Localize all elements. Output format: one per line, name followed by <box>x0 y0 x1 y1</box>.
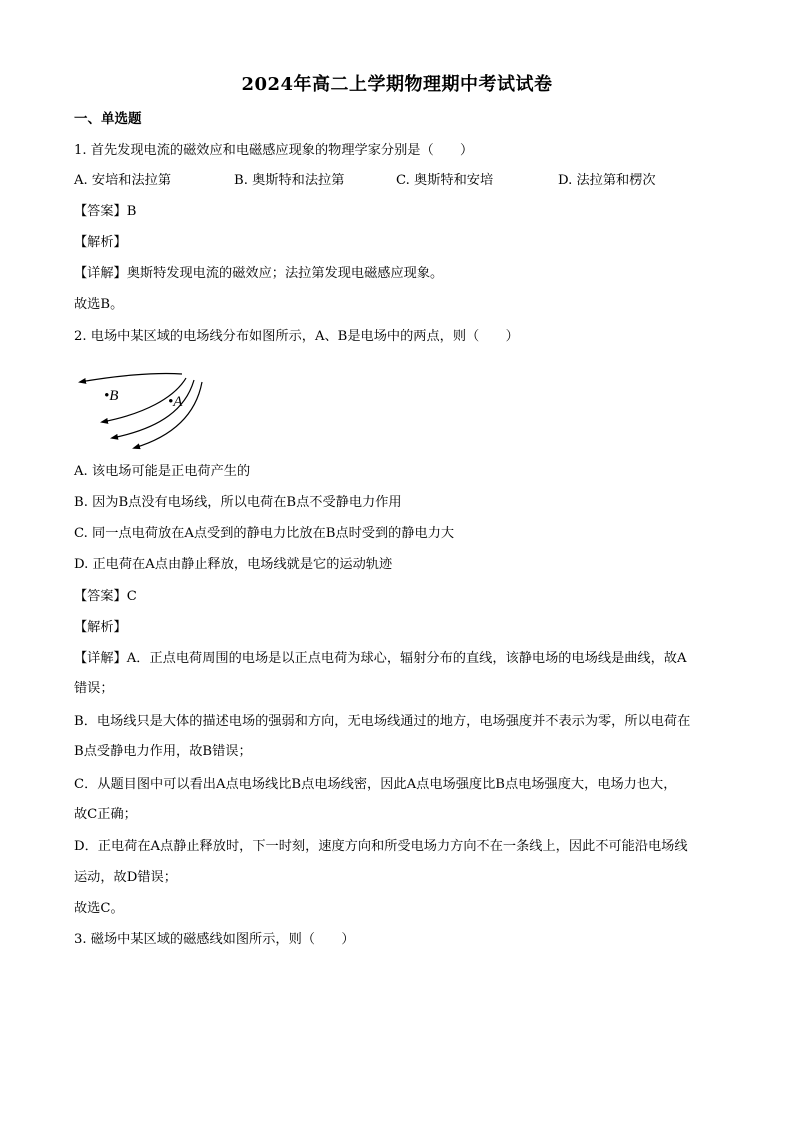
q2-conclusion: 故选C。 <box>74 901 124 916</box>
q1-option-b: B. 奥斯特和法拉第 <box>234 173 345 188</box>
q2-answer: 【答案】C <box>74 589 137 604</box>
q2-option-a: A. 该电场可能是正电荷产生的 <box>74 464 251 479</box>
q1-option-c: C. 奥斯特和安培 <box>396 173 494 188</box>
question-1-stem: 1. 首先发现电流的磁效应和电磁感应现象的物理学家分别是（ ） <box>74 143 474 158</box>
q2-detail-line: B点受静电力作用，故B错误； <box>74 744 252 759</box>
q1-option-d: D. 法拉第和楞次 <box>558 173 656 188</box>
question-3-stem: 3. 磁场中某区域的磁感线如图所示，则（ ） <box>74 932 355 947</box>
q1-option-a: A. 安培和法拉第 <box>74 173 172 188</box>
q2-detail-line: 【详解】A．正点电荷周围的电场是以正点电荷为球心，辐射分布的直线，该静电场的电场线是曲线，故A <box>74 651 687 666</box>
q2-option-c: C. 同一点电荷放在A点受到的静电力比放在B点时受到的静电力大 <box>74 526 455 541</box>
q2-option-d: D. 正电荷在A点由静止释放，电场线就是它的运动轨迹 <box>74 557 393 572</box>
page-title: 2024年高二上学期物理期中考试试卷 <box>241 74 553 95</box>
q2-detail-line: 故C正确； <box>74 807 137 822</box>
q2-detail-line: 错误； <box>74 681 114 696</box>
q1-analysis-label: 【解析】 <box>74 235 127 250</box>
point-b-label: •B <box>104 388 119 404</box>
q2-detail-line: 运动，故D错误； <box>74 870 177 885</box>
electric-field-figure <box>74 368 214 450</box>
q1-conclusion: 故选B。 <box>74 297 124 312</box>
q2-detail-line: B．电场线只是大体的描述电场的强弱和方向，无电场线通过的地方，电场强度并不表示为零，所以电荷在 <box>74 714 691 729</box>
q2-detail-line: D．正电荷在A点静止释放时，下一时刻，速度方向和所受电场力方向不在一条线上，因此不可能沿电场线 <box>74 839 688 854</box>
field-line-1 <box>80 373 182 382</box>
q2-detail-line: C．从题目图中可以看出A点电场线比B点电场线密，因此A点电场强度比B点电场强度大，电场力也大， <box>74 777 677 792</box>
point-a-label: •A <box>168 394 183 410</box>
q1-detail: 【详解】奥斯特发现电流的磁效应；法拉第发现电磁感应现象。 <box>74 266 444 281</box>
q2-option-b: B. 因为B点没有电场线，所以电荷在B点不受静电力作用 <box>74 495 402 510</box>
q2-analysis-label: 【解析】 <box>74 620 127 635</box>
q1-answer: 【答案】B <box>74 204 137 219</box>
section-heading: 一、单选题 <box>74 111 142 127</box>
field-line-4 <box>134 382 202 448</box>
question-2-stem: 2. 电场中某区域的电场线分布如图所示，A、B是电场中的两点，则（ ） <box>74 329 519 344</box>
